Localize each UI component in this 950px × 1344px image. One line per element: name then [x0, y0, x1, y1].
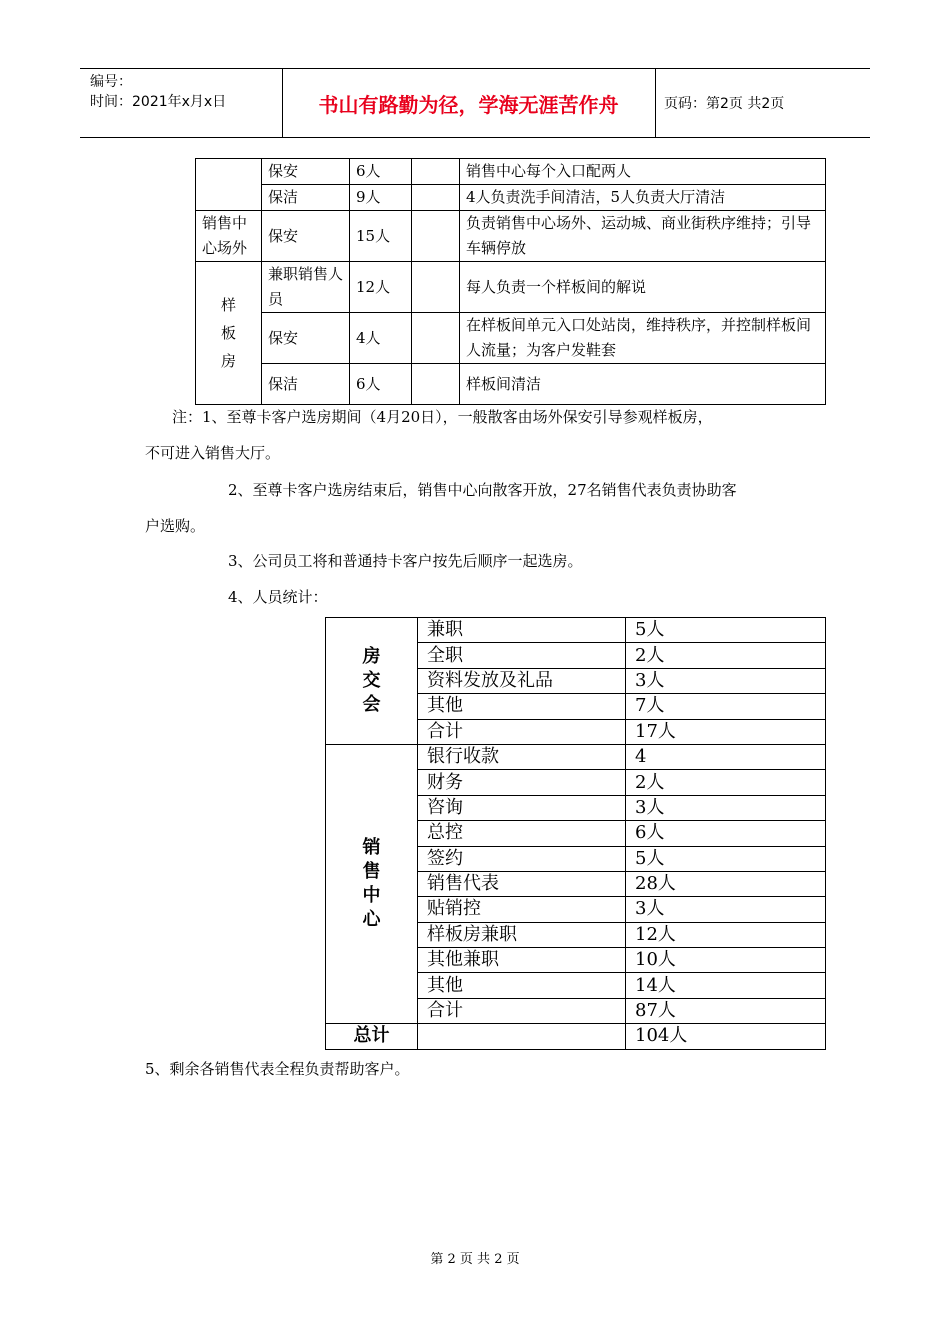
table-row [326, 744, 826, 769]
header-motto: 书山有路勤为径，学海无涯苦作舟 [318, 92, 619, 117]
item-value: 5人 [626, 618, 826, 643]
item-name: 销售代表 [418, 871, 626, 896]
table-row [196, 364, 826, 405]
group-label-sales-center: 销售中心 [326, 744, 418, 1023]
item-name: 合计 [418, 998, 626, 1023]
blank-cell [412, 185, 460, 211]
table-row [196, 185, 826, 211]
page-header [80, 68, 870, 138]
staff-statistics-table [325, 617, 826, 1050]
note-1-line-2: 不可进入销售大厅。 [145, 444, 281, 462]
table-row [196, 262, 826, 313]
item-name: 银行收款 [418, 744, 626, 769]
desc-cell: 每人负责一个样板间的解说 [460, 262, 826, 313]
item-value: 2人 [626, 643, 826, 668]
staff-assignment-table [195, 158, 826, 405]
blank-cell [412, 159, 460, 185]
total-label: 总计 [326, 1024, 418, 1049]
item-value: 4 [626, 744, 826, 769]
item-name: 贴销控 [418, 897, 626, 922]
count-cell: 4人 [350, 313, 412, 364]
item-value: 10人 [626, 948, 826, 973]
count-cell: 9人 [350, 185, 412, 211]
count-cell: 15人 [350, 211, 412, 262]
total-name [418, 1024, 626, 1049]
table-row [196, 313, 826, 364]
count-cell: 6人 [350, 364, 412, 405]
page-footer: 第 2 页 共 2 页 [430, 1252, 520, 1267]
item-name: 样板房兼职 [418, 922, 626, 947]
desc-cell: 销售中心每个入口配两人 [460, 159, 826, 185]
item-name: 全职 [418, 643, 626, 668]
desc-cell: 在样板间单元入口处站岗，维持秩序，并控制样板间人流量；为客户发鞋套 [460, 313, 826, 364]
desc-cell: 样板间清洁 [460, 364, 826, 405]
desc-cell: 负责销售中心场外、运动城、商业街秩序维持；引导车辆停放 [460, 211, 826, 262]
table-row [196, 159, 826, 185]
header-meta [90, 72, 226, 112]
item-name: 合计 [418, 719, 626, 744]
item-name: 总控 [418, 821, 626, 846]
item-value: 7人 [626, 694, 826, 719]
item-value: 3人 [626, 668, 826, 693]
item-value: 3人 [626, 795, 826, 820]
blank-cell [412, 313, 460, 364]
count-cell: 12人 [350, 262, 412, 313]
item-value: 87人 [626, 998, 826, 1023]
item-value: 5人 [626, 846, 826, 871]
group-cell [196, 159, 262, 211]
table-row [326, 618, 826, 643]
item-value: 2人 [626, 770, 826, 795]
note-4: 4、人员统计： [228, 588, 328, 606]
item-name: 财务 [418, 770, 626, 795]
blank-cell [412, 262, 460, 313]
item-name: 其他 [418, 973, 626, 998]
item-value: 3人 [626, 897, 826, 922]
item-value: 17人 [626, 719, 826, 744]
blank-cell [412, 364, 460, 405]
time-label: 时间：2021年x月x日 [90, 94, 227, 110]
table-row [196, 211, 826, 262]
item-name: 其他 [418, 694, 626, 719]
total-value: 104人 [626, 1024, 826, 1049]
code-label: 编号： [90, 74, 132, 90]
item-name: 兼职 [418, 618, 626, 643]
desc-cell: 4人负责洗手间清洁，5人负责大厅清洁 [460, 185, 826, 211]
item-name: 其他兼职 [418, 948, 626, 973]
item-name: 资料发放及礼品 [418, 668, 626, 693]
item-value: 12人 [626, 922, 826, 947]
role-cell: 保安 [262, 211, 350, 262]
item-value: 28人 [626, 871, 826, 896]
header-page-info: 页码：第2页 共2页 [664, 96, 785, 112]
count-cell: 6人 [350, 159, 412, 185]
role-cell: 保洁 [262, 185, 350, 211]
item-name: 咨询 [418, 795, 626, 820]
note-2-line-2: 户选购。 [145, 517, 206, 535]
item-value: 14人 [626, 973, 826, 998]
note-3: 3、公司员工将和普通持卡客户按先后顺序一起选房。 [228, 552, 583, 570]
group-cell-vertical: 样板房 [196, 262, 262, 405]
group-label-expo: 房交会 [326, 618, 418, 745]
blank-cell [412, 211, 460, 262]
header-divider [655, 69, 656, 137]
table-row-total [326, 1024, 826, 1049]
role-cell: 兼职销售人员 [262, 262, 350, 313]
note-1-line-1: 注：1、至尊卡客户选房期间（4月20日），一般散客由场外保安引导参观样板房， [172, 408, 713, 426]
item-name: 签约 [418, 846, 626, 871]
note-5: 5、剩余各销售代表全程负责帮助客户。 [145, 1060, 410, 1078]
note-2-line-1: 2、至尊卡客户选房结束后，销售中心向散客开放，27名销售代表负责协助客 [228, 481, 737, 499]
role-cell: 保安 [262, 159, 350, 185]
role-cell: 保安 [262, 313, 350, 364]
role-cell: 保洁 [262, 364, 350, 405]
item-value: 6人 [626, 821, 826, 846]
group-cell: 销售中心场外 [196, 211, 262, 262]
